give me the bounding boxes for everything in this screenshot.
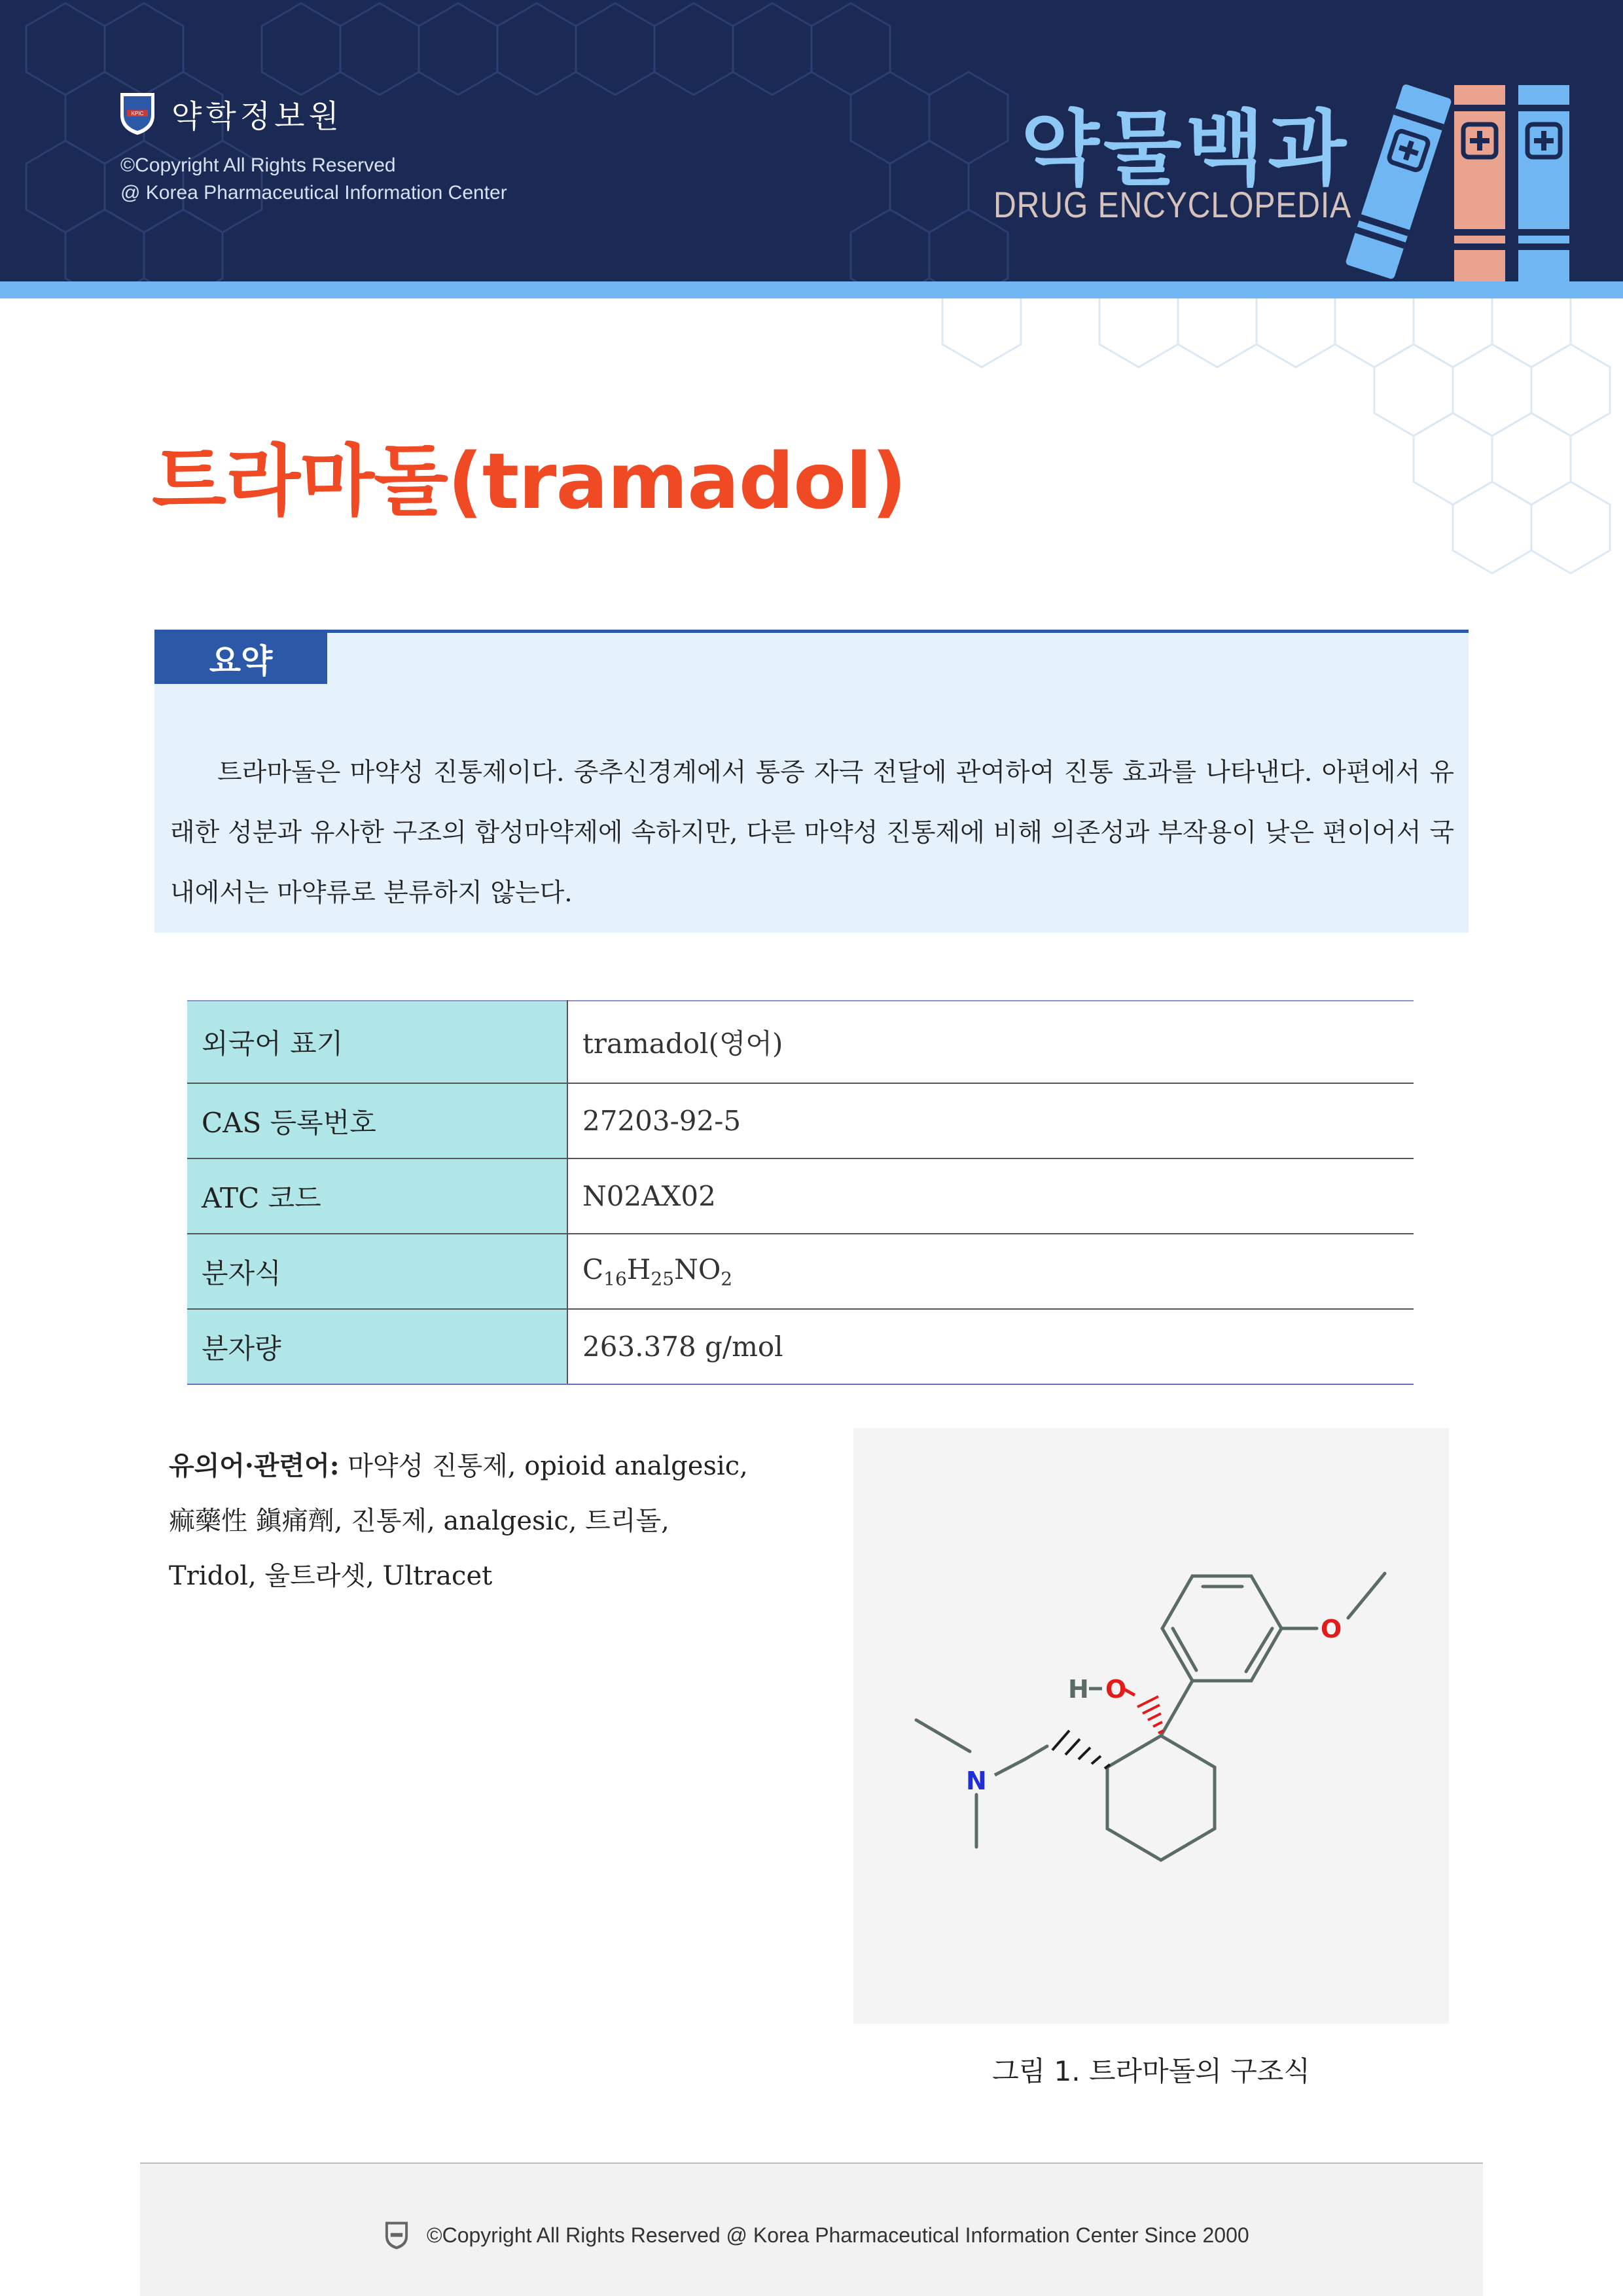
hydroxyl-h: H xyxy=(1068,1675,1089,1704)
books-icon xyxy=(1335,72,1584,281)
related-text: 마약성 진통제, opioid analgesic, 痲藥性 鎭痛劑, 진통제, analgesic, 트리돌, Tridol, 울트라셋, Ultracet xyxy=(169,1451,748,1591)
footer xyxy=(140,2164,1483,2296)
table-row xyxy=(187,1234,1414,1309)
drug-info-table xyxy=(187,1000,1414,1385)
related-terms xyxy=(169,1439,758,1604)
header-copyright-line2: @ Korea Pharmaceutical Information Center xyxy=(120,182,507,204)
hydroxyl-o: O xyxy=(1105,1675,1127,1704)
header-stripe xyxy=(0,281,1623,298)
table-key: 분자식 xyxy=(187,1234,567,1309)
table-row xyxy=(187,1083,1414,1158)
table-value: tramadol(영어) xyxy=(567,1001,1414,1083)
table-value: N02AX02 xyxy=(567,1158,1414,1234)
footer-content xyxy=(383,2220,1249,2250)
molecular-formula xyxy=(567,1234,1414,1309)
org-logo xyxy=(118,90,343,136)
table-row xyxy=(187,1001,1414,1083)
encyclopedia-title-en: DRUG ENCYCLOPEDIA xyxy=(993,184,1352,225)
related-label: 유의어·관련어: xyxy=(169,1450,340,1481)
tramadol-structure-diagram xyxy=(853,1428,1449,2024)
table-value: 263.378 g/mol xyxy=(567,1309,1414,1384)
kpic-shield-icon xyxy=(383,2220,410,2250)
table-value: 27203-92-5 xyxy=(567,1083,1414,1158)
encyclopedia-title-kr: 약물백과 xyxy=(1021,102,1351,196)
amine-n-label: N xyxy=(966,1767,987,1795)
table-key: ATC 코드 xyxy=(187,1158,567,1234)
table-row xyxy=(187,1158,1414,1234)
kpic-shield-icon xyxy=(118,90,157,136)
svg-text:KPIC: KPIC xyxy=(131,111,144,117)
table-key: 분자량 xyxy=(187,1309,567,1384)
formula-text: $C_{16}H_{25}NO_2$ xyxy=(582,1253,733,1290)
page-title: 트라마돌(tramadol) xyxy=(152,436,906,526)
table-key: CAS 등록번호 xyxy=(187,1083,567,1158)
figure-caption: 그림 1. 트라마돌의 구조식 xyxy=(992,2055,1310,2087)
header-banner xyxy=(0,0,1623,281)
org-name: 약학정보원 xyxy=(171,98,343,135)
summary-box xyxy=(154,630,1469,933)
table-key: 외국어 표기 xyxy=(187,1001,567,1083)
footer-copyright: ©Copyright All Rights Reserved @ Korea Pharmaceutical Information Center Since 2000 xyxy=(427,2223,1249,2247)
summary-label: 요약 xyxy=(154,633,327,684)
table-row xyxy=(187,1309,1414,1384)
methoxy-o-label: O xyxy=(1321,1615,1342,1643)
structure-figure xyxy=(853,1428,1449,2024)
summary-text: 트라마돌은 마약성 진통제이다. 중추신경계에서 통증 자극 전달에 관여하여 진통 효과를 나타낸다. 아편에서 유래한 성분과 유사한 구조의 합성마약제에 속하지만, 다른 마약성 진통제에 비해 의존성과 부작용이 낮은 편이어서 국내에서는 마약류로 분류하지 않는다. xyxy=(170,758,1454,908)
hexagon-pattern-light xyxy=(903,298,1623,626)
header-copyright-line1: ©Copyright All Rights Reserved xyxy=(120,154,396,176)
